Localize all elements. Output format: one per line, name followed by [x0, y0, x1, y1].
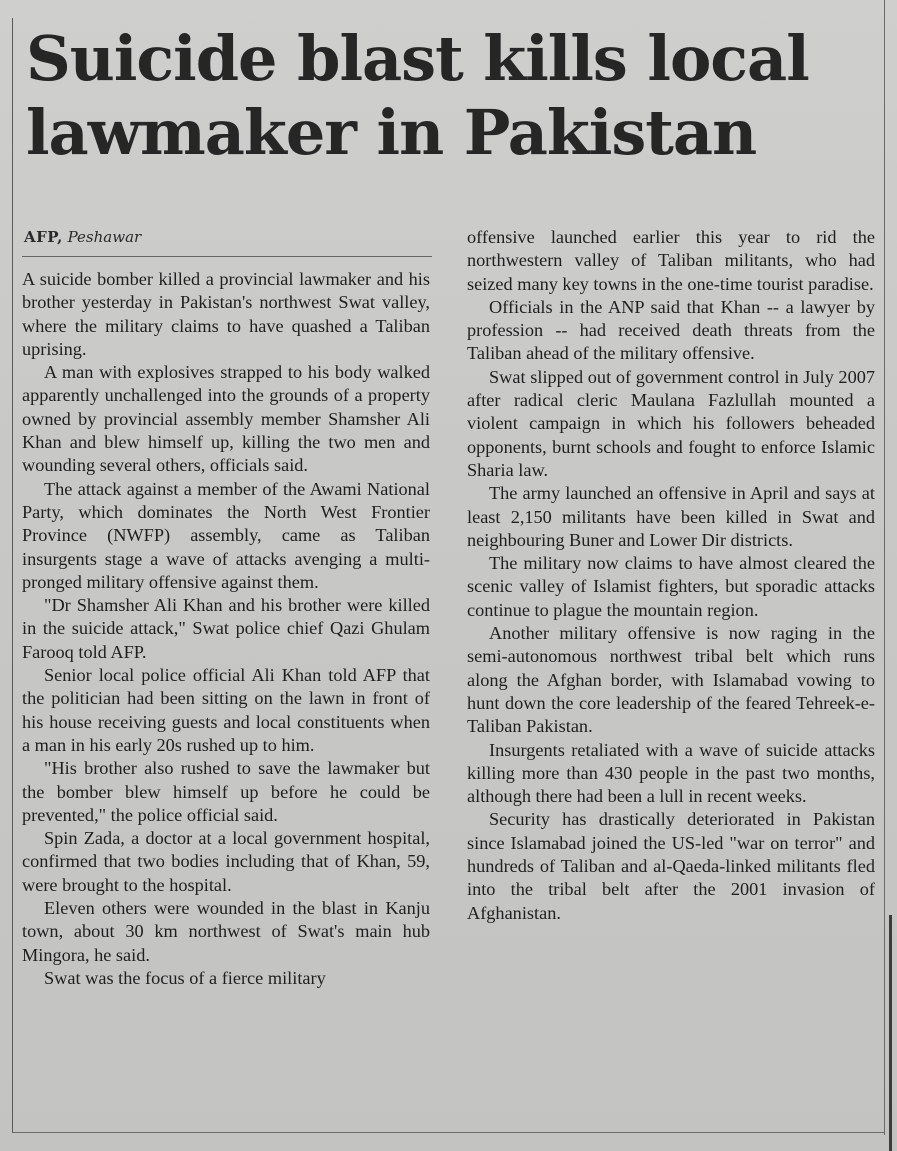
byline-source: AFP,	[24, 228, 63, 246]
edge-rule	[889, 915, 892, 1151]
paragraph: "Dr Shamsher Ali Khan and his brother were killed in the suicide attack," Swat police chief Qazi Ghulam Farooq told AFP.	[22, 595, 430, 662]
paragraph: Swat was the focus of a fierce military	[44, 967, 326, 988]
paragraph: The army launched an offensive in April and says at least 2,150 militants have been killed in Swat and neighbouring Buner and Lower Dir districts.	[467, 483, 875, 550]
paragraph: A man with explosives strapped to his body walked apparently unchallenged into the grounds of a property owned by provincial assembly member Shamsher Ali Khan and blew himself up, killing the two men and wounding several others, officials said.	[22, 362, 430, 476]
paragraph: Another military offensive is now raging in the semi-autonomous northwest tribal belt which runs along the Afghan border, with Islamabad vowing to hunt down the core leadership of the feared Tehreek-e-Taliban Pakistan.	[467, 623, 875, 737]
right-column-rule	[884, 0, 885, 1135]
article-column-2	[467, 226, 875, 925]
byline-rule	[22, 256, 432, 257]
paragraph: Security has drastically deteriorated in Pakistan since Islamabad joined the US-led "war on terror" and hundreds of Taliban and al-Qaeda-linked militants fled into the tribal belt after the 2001 invasion of Afghanistan.	[467, 809, 875, 923]
headline-line-2: lawmaker in Pakistan	[26, 96, 757, 169]
paragraph: Senior local police official Ali Khan told AFP that the politician had been sitting on the lawn in front of his house receiving guests and local constituents when a man in his early 20s rushed up to him.	[22, 665, 430, 755]
byline	[24, 228, 141, 246]
left-column-rule	[12, 18, 13, 1133]
article-headline	[26, 22, 886, 170]
paragraph: Spin Zada, a doctor at a local government hospital, confirmed that two bodies including that of Khan, 59, were brought to the hospital.	[22, 828, 430, 895]
byline-location: Peshawar	[67, 228, 142, 246]
paragraph: Officials in the ANP said that Khan -- a lawyer by profession -- had received death threats from the Taliban ahead of the military offensive.	[467, 296, 875, 364]
paragraph: Eleven others were wounded in the blast in Kanju town, about 30 km northwest of Swat's main hub Mingora, he said.	[22, 898, 430, 965]
paragraph: Swat slipped out of government control in July 2007 after radical cleric Maulana Fazlullah mounted a violent campaign in which his followers beheaded opponents, burnt schools and fought to enforce Islamic Sharia law.	[467, 366, 875, 480]
headline-line-1: Suicide blast kills local	[26, 22, 809, 95]
paragraph: offensive launched earlier this year to rid the northwestern valley of Taliban militants, who had seized many key towns in the one-time tourist paradise.	[467, 227, 875, 294]
paragraph: "His brother also rushed to save the lawmaker but the bomber blew himself up before he could be prevented," the police official said.	[22, 758, 430, 825]
paragraph: A suicide bomber killed a provincial lawmaker and his brother yesterday in Pakistan's northwest Swat valley, where the military claims to have quashed a Taliban uprising.	[22, 269, 430, 359]
paragraph: The attack against a member of the Awami National Party, which dominates the North West Frontier Province (NWFP) assembly, came as Taliban insurgents stage a wave of attacks avenging a multi-pronged military offensive against them.	[22, 478, 430, 592]
paragraph: The military now claims to have almost cleared the scenic valley of Islamist fighters, but sporadic attacks continue to plague the mountain region.	[467, 553, 875, 620]
paragraph: Insurgents retaliated with a wave of suicide attacks killing more than 430 people in the past two months, although there had been a lull in recent weeks.	[467, 739, 875, 807]
article-column-1	[22, 268, 430, 990]
bottom-rule	[12, 1132, 885, 1133]
